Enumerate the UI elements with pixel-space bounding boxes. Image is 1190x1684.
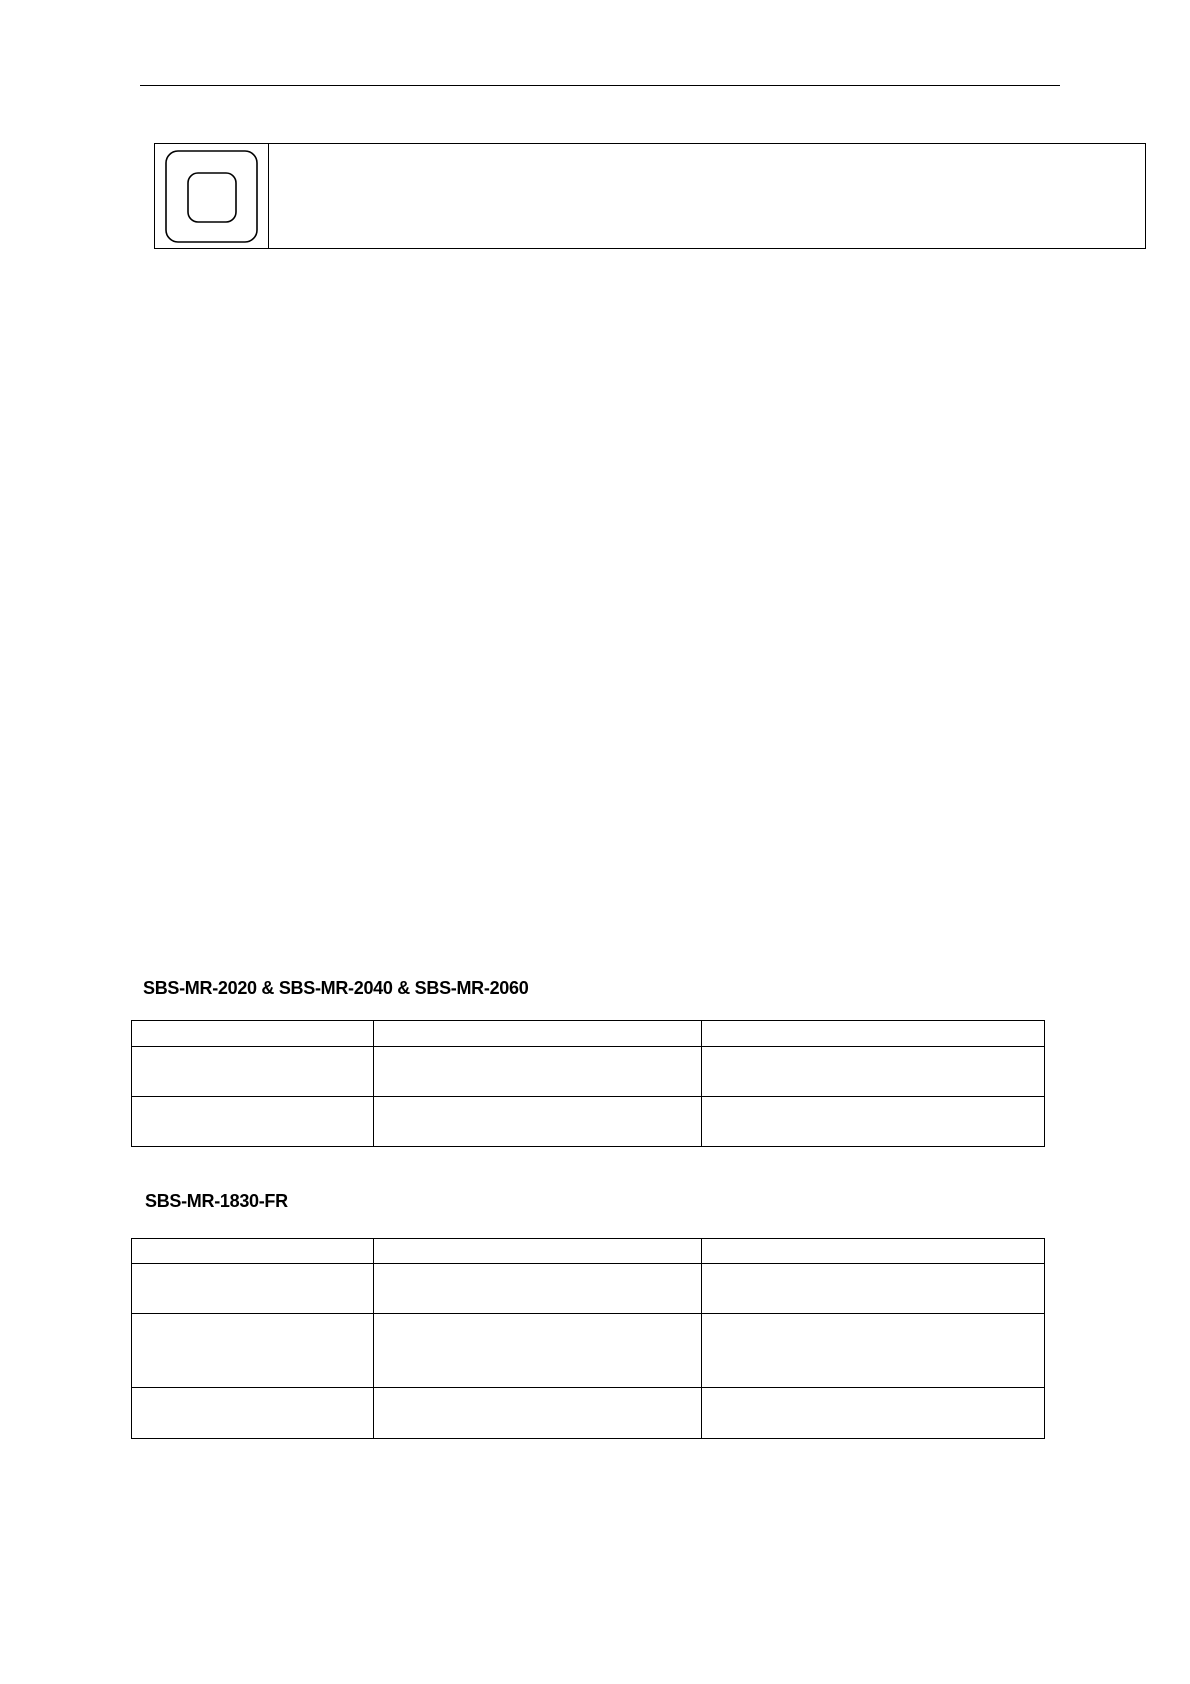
table-row <box>132 1314 1045 1388</box>
table-cell <box>132 1239 374 1264</box>
table-cell <box>702 1388 1045 1439</box>
table-cell <box>132 1021 374 1047</box>
rounded-square-in-square-icon <box>164 148 260 244</box>
table-cell <box>702 1314 1045 1388</box>
table-cell <box>374 1264 702 1314</box>
table-cell <box>702 1047 1045 1097</box>
table-cell <box>374 1021 702 1047</box>
table-cell <box>374 1047 702 1097</box>
table-cell <box>132 1314 374 1388</box>
table-cell <box>702 1239 1045 1264</box>
header-rule <box>140 85 1060 86</box>
table-row <box>132 1097 1045 1147</box>
table-cell <box>132 1047 374 1097</box>
table-row <box>132 1239 1045 1264</box>
symbol-box <box>154 143 1146 249</box>
table-row <box>132 1264 1045 1314</box>
table-cell <box>702 1021 1045 1047</box>
section-title-2: SBS-MR-1830-FR <box>145 1191 288 1211</box>
symbol-cell <box>155 144 269 248</box>
table-row <box>132 1047 1045 1097</box>
table-cell <box>374 1097 702 1147</box>
symbol-description-cell <box>269 144 1145 248</box>
table-row <box>132 1021 1045 1047</box>
table-cell <box>374 1314 702 1388</box>
table-cell <box>702 1097 1045 1147</box>
table-cell <box>702 1264 1045 1314</box>
section-title-1: SBS-MR-2020 & SBS-MR-2040 & SBS-MR-2060 <box>143 978 529 998</box>
table-row <box>132 1388 1045 1439</box>
table-cell <box>374 1388 702 1439</box>
table-cell <box>374 1239 702 1264</box>
table-cell <box>132 1388 374 1439</box>
table-cell <box>132 1264 374 1314</box>
spec-table-1 <box>131 1020 1045 1147</box>
spec-table-2 <box>131 1238 1045 1439</box>
table-cell <box>132 1097 374 1147</box>
